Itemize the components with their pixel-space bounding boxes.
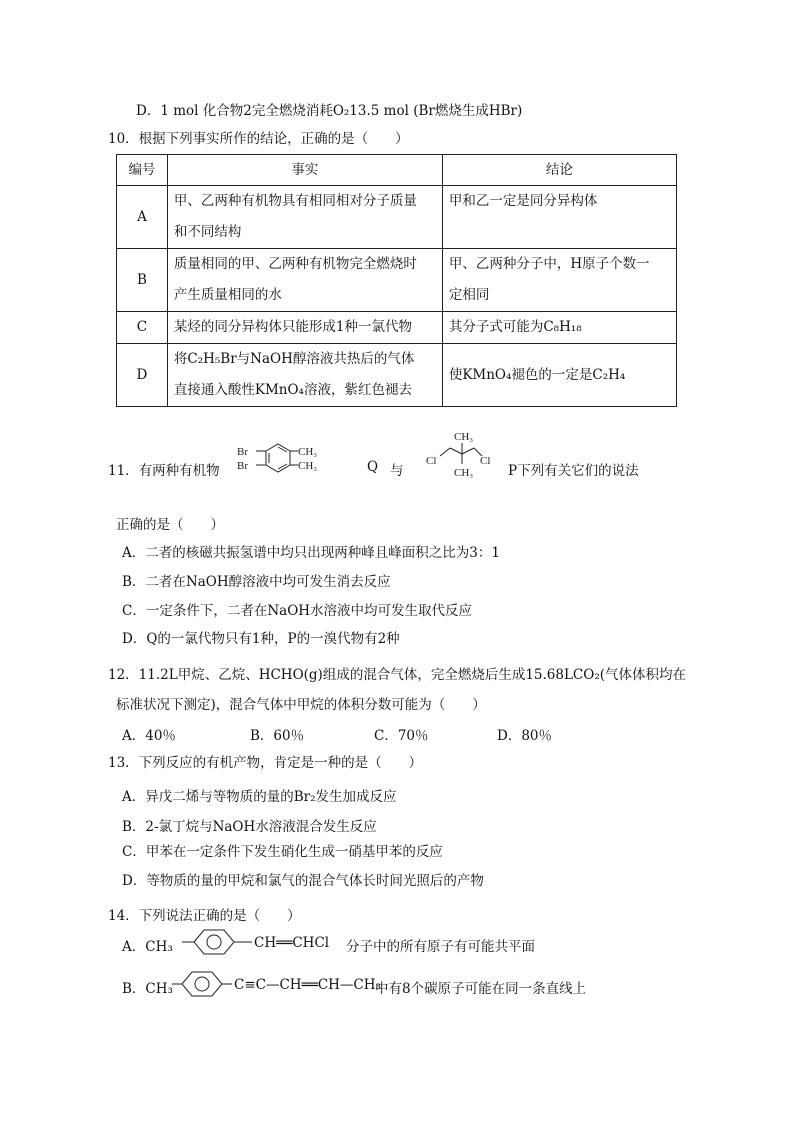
molecule-p-structure: [422, 428, 504, 480]
atom-label: CH₃: [298, 460, 318, 472]
fact-line: 产生质量相同的水: [173, 287, 282, 303]
row-id: C: [117, 312, 168, 344]
fact-line: 甲、乙两种有机物具有相同相对分子质量: [173, 193, 417, 209]
atom-label: CH₃: [454, 467, 474, 479]
q11-option-d: D．Q的一氯代物只有1种，P的一溴代物有2种: [122, 631, 400, 647]
benzene-ring-icon: [172, 970, 234, 998]
table-row: [117, 186, 677, 249]
molecule-q-label: Q: [367, 459, 379, 475]
q11-stem-tail: P下列有关它们的说法: [508, 463, 639, 479]
q12-option-d: D．80％: [497, 728, 553, 744]
row-id: A: [117, 186, 168, 249]
conclusion-line: 定相同: [448, 287, 490, 303]
atom-label: Cl: [426, 455, 437, 467]
q10-facts-table: [116, 154, 677, 407]
q9-option-d: D．1 mol 化合物2完全燃烧消耗O₂13.5 mol (Br燃烧生成HBr): [136, 103, 523, 119]
atom-label: CH₃: [298, 446, 318, 458]
q12-option-b: B．60％: [250, 728, 305, 744]
row-conclusion: 使KMnO₄褪色的一定是C₂H₄: [442, 344, 676, 407]
benzene-ring-icon: [182, 928, 254, 956]
row-conclusion: 其分子式可能为C₈H₁₈: [442, 312, 676, 344]
q14-option-b-chain: C≡C—CH══CH—CH₃: [234, 977, 381, 993]
row-conclusion: [442, 249, 676, 312]
table-header-row: [117, 155, 677, 186]
row-fact: [167, 186, 442, 249]
fact-line: 直接通入酸性KMnO₄溶液，紫红色褪去: [173, 382, 412, 398]
q13-option-c: C．甲苯在一定条件下发生硝化生成一硝基甲苯的反应: [122, 844, 443, 860]
header-fact: 事实: [167, 155, 442, 186]
q11-stem-continued: 正确的是（ ）: [116, 517, 224, 533]
fact-line: 质量相同的甲、乙两种有机物完全燃烧时: [173, 256, 417, 272]
header-id: 编号: [117, 155, 168, 186]
conclusion-line: 甲、乙两种分子中，H原子个数一: [448, 256, 650, 272]
q14-option-a-text: 分子中的所有原子有可能共平面: [346, 939, 535, 955]
header-conclusion: 结论: [442, 155, 676, 186]
fact-line: 将C₂H₅Br与NaOH醇溶液共热后的气体: [173, 351, 415, 367]
q14-option-a-chain: CH══CHCl: [254, 935, 330, 951]
q14-option-a-prefix: A．CH₃: [122, 939, 173, 955]
row-fact: [167, 344, 442, 407]
q11-option-b: B．二者在NaOH醇溶液中均可发生消去反应: [122, 574, 391, 590]
row-fact: 某烃的同分异构体只能形成1种一氯代物: [167, 312, 442, 344]
row-id: D: [117, 344, 168, 407]
q11-option-a: A．二者的核磁共振氢谱中均只出现两种峰且峰面积之比为3：1: [122, 545, 500, 561]
q13-option-b: B．2-氯丁烷与NaOH水溶液混合发生反应: [122, 819, 377, 835]
q14-option-b-text: 中有8个碳原子可能在同一条直线上: [375, 981, 587, 997]
atom-label: Cl: [480, 455, 491, 467]
q13-option-d: D．等物质的量的甲烷和氯气的混合气体长时间光照后的产物: [122, 873, 484, 889]
row-fact: [167, 249, 442, 312]
q13-stem: 13．下列反应的有机产物，肯定是一种的是（ ）: [108, 755, 423, 771]
q12-stem-line1: 12．11.2L甲烷、乙烷、HCHO(g)组成的混合气体，完全燃烧后生成15.68LCO₂(气体体积均在: [108, 667, 687, 683]
q12-stem-line2: 标准状况下测定)，混合气体中甲烷的体积分数可能为（ ）: [116, 697, 486, 713]
q11-lead: 11．有两种有机物: [108, 463, 220, 479]
row-conclusion: 甲和乙一定是同分异构体: [442, 186, 676, 249]
table-row: [117, 249, 677, 312]
atom-label: Br: [237, 460, 248, 472]
atom-label: CH₃: [454, 431, 474, 443]
q13-option-a: A．异戊二烯与等物质的量的Br₂发生加成反应: [122, 789, 397, 805]
q14-option-b-prefix: B．CH₃: [122, 981, 173, 997]
q12-option-a: A．40％: [122, 728, 176, 744]
q11-conjunction: 与: [390, 463, 404, 479]
row-id: B: [117, 249, 168, 312]
fact-line: 和不同结构: [173, 224, 242, 240]
table-row: [117, 344, 677, 407]
q14-stem: 14．下列说法正确的是（ ）: [108, 908, 301, 924]
atom-label: Br: [237, 446, 248, 458]
molecule-q-structure: [234, 441, 354, 475]
q10-stem: 10．根据下列事实所作的结论，正确的是（ ）: [108, 131, 409, 147]
q11-option-c: C．一定条件下，二者在NaOH水溶液中均可发生取代反应: [122, 603, 473, 619]
q12-option-c: C．70％: [374, 728, 429, 744]
table-row: [117, 312, 677, 344]
